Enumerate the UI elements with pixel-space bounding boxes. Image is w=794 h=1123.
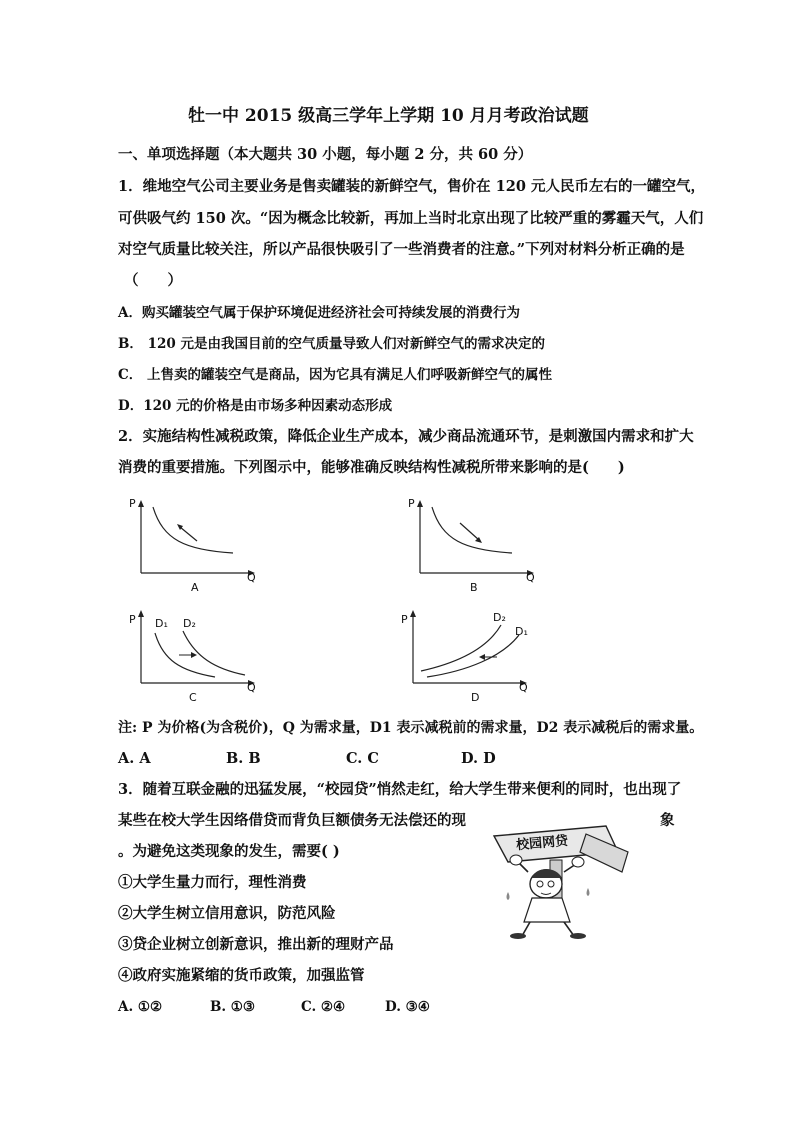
graph-d-q-label: Q — [519, 681, 528, 694]
q3-item-2: ②大学生树立信用意识，防范风险 — [118, 905, 336, 922]
q1-option-d: D．120 元的价格是由市场多种因素动态形成 — [118, 398, 393, 414]
section-heading: 一、单项选择题（本大题共 30 小题，每小题 2 分，共 60 分） — [118, 146, 533, 163]
graph-d — [397, 605, 537, 705]
q3-option-c: C. ②④ — [301, 999, 346, 1015]
q3-option-b: B. ①③ — [210, 999, 256, 1015]
q1-option-c: C． 上售卖的罐装空气是商品，因为它具有满足人们呼吸新鲜空气的属性 — [118, 367, 552, 383]
q3-line-3: 。为避免这类现象的发生，需要( ) — [118, 843, 340, 860]
q2-line-2: 消费的重要措施。下列图示中，能够准确反映结构性减税所带来影响的是( ) — [118, 459, 625, 476]
q2-line-1: 2．实施结构性减税政策，降低企业生产成本，减少商品流通环节，是刺激国内需求和扩大 — [118, 428, 694, 445]
campus-loan-cartoon — [488, 822, 634, 940]
q2-option-b: B. B — [226, 750, 261, 767]
graph-b-q-label: Q — [526, 571, 535, 584]
graph-a-q-label: Q — [247, 571, 256, 584]
graph-d-caption: D — [471, 691, 480, 704]
graph-c-d1-label: D₁ — [155, 617, 168, 630]
q2-note: 注: P 为价格(为含税价)，Q 为需求量，D1 表示减税前的需求量，D2 表示减税后的需求量。 — [118, 720, 704, 736]
q3-item-3: ③贷企业树立创新意识，推出新的理财产品 — [118, 936, 394, 953]
graph-a-p-label: P — [129, 497, 136, 510]
q3-item-1: ①大学生量力而行，理性消费 — [118, 874, 307, 891]
q3-option-d: D. ③④ — [385, 999, 430, 1015]
graph-c-q-label: Q — [247, 681, 256, 694]
graph-a-caption: A — [191, 581, 199, 594]
q3-line-2: 某些在校大学生因络借贷而背负巨额债务无法偿还的现 — [118, 812, 466, 829]
q1-option-a: A．购买罐装空气属于保护环境促进经济社会可持续发展的消费行为 — [118, 305, 520, 321]
q3-option-a: A. ①② — [118, 999, 163, 1015]
graph-c — [125, 605, 265, 705]
q2-option-a: A. A — [118, 750, 151, 767]
page-title: 牡一中 2015 级高三学年上学期 10 月月考政治试题 — [188, 106, 589, 126]
graph-d-d1-label: D₁ — [515, 625, 528, 638]
graph-b-caption: B — [470, 581, 478, 594]
q1-line-3: 对空气质量比较关注，所以产品很快吸引了一些消费者的注意。”下列对材料分析正确的是 — [118, 241, 685, 258]
cartoon-sign-text: 校园网贷 — [515, 833, 569, 854]
q3-line-2-tail: 象 — [660, 812, 675, 829]
q2-option-c: C. C — [346, 750, 379, 767]
graph-b-p-label: P — [408, 497, 415, 510]
q3-line-1: 3．随着互联金融的迅猛发展，“校园贷”悄然走红，给大学生带来便利的同时，也出现了 — [118, 781, 682, 798]
graph-c-p-label: P — [129, 613, 136, 626]
q1-line-2: 可供吸气约 150 次。“因为概念比较新，再加上当时北京出现了比较严重的雾霾天气，人们 — [118, 210, 704, 227]
graph-b — [404, 495, 544, 595]
graph-a — [125, 495, 265, 595]
q1-option-b: B． 120 元是由我国目前的空气质量导致人们对新鲜空气的需求决定的 — [118, 336, 545, 352]
graph-d-d2-label: D₂ — [493, 611, 506, 624]
q3-item-4: ④政府实施紧缩的货币政策，加强监管 — [118, 967, 365, 984]
q2-option-d: D. D — [461, 750, 496, 767]
q1-line-4: （ ） — [124, 272, 182, 289]
q1-line-1: 1．维地空气公司主要业务是售卖罐装的新鲜空气，售价在 120 元人民币左右的一罐空气， — [118, 178, 705, 195]
graph-d-p-label: P — [401, 613, 408, 626]
graph-c-caption: C — [189, 691, 197, 704]
graph-c-d2-label: D₂ — [183, 617, 196, 630]
